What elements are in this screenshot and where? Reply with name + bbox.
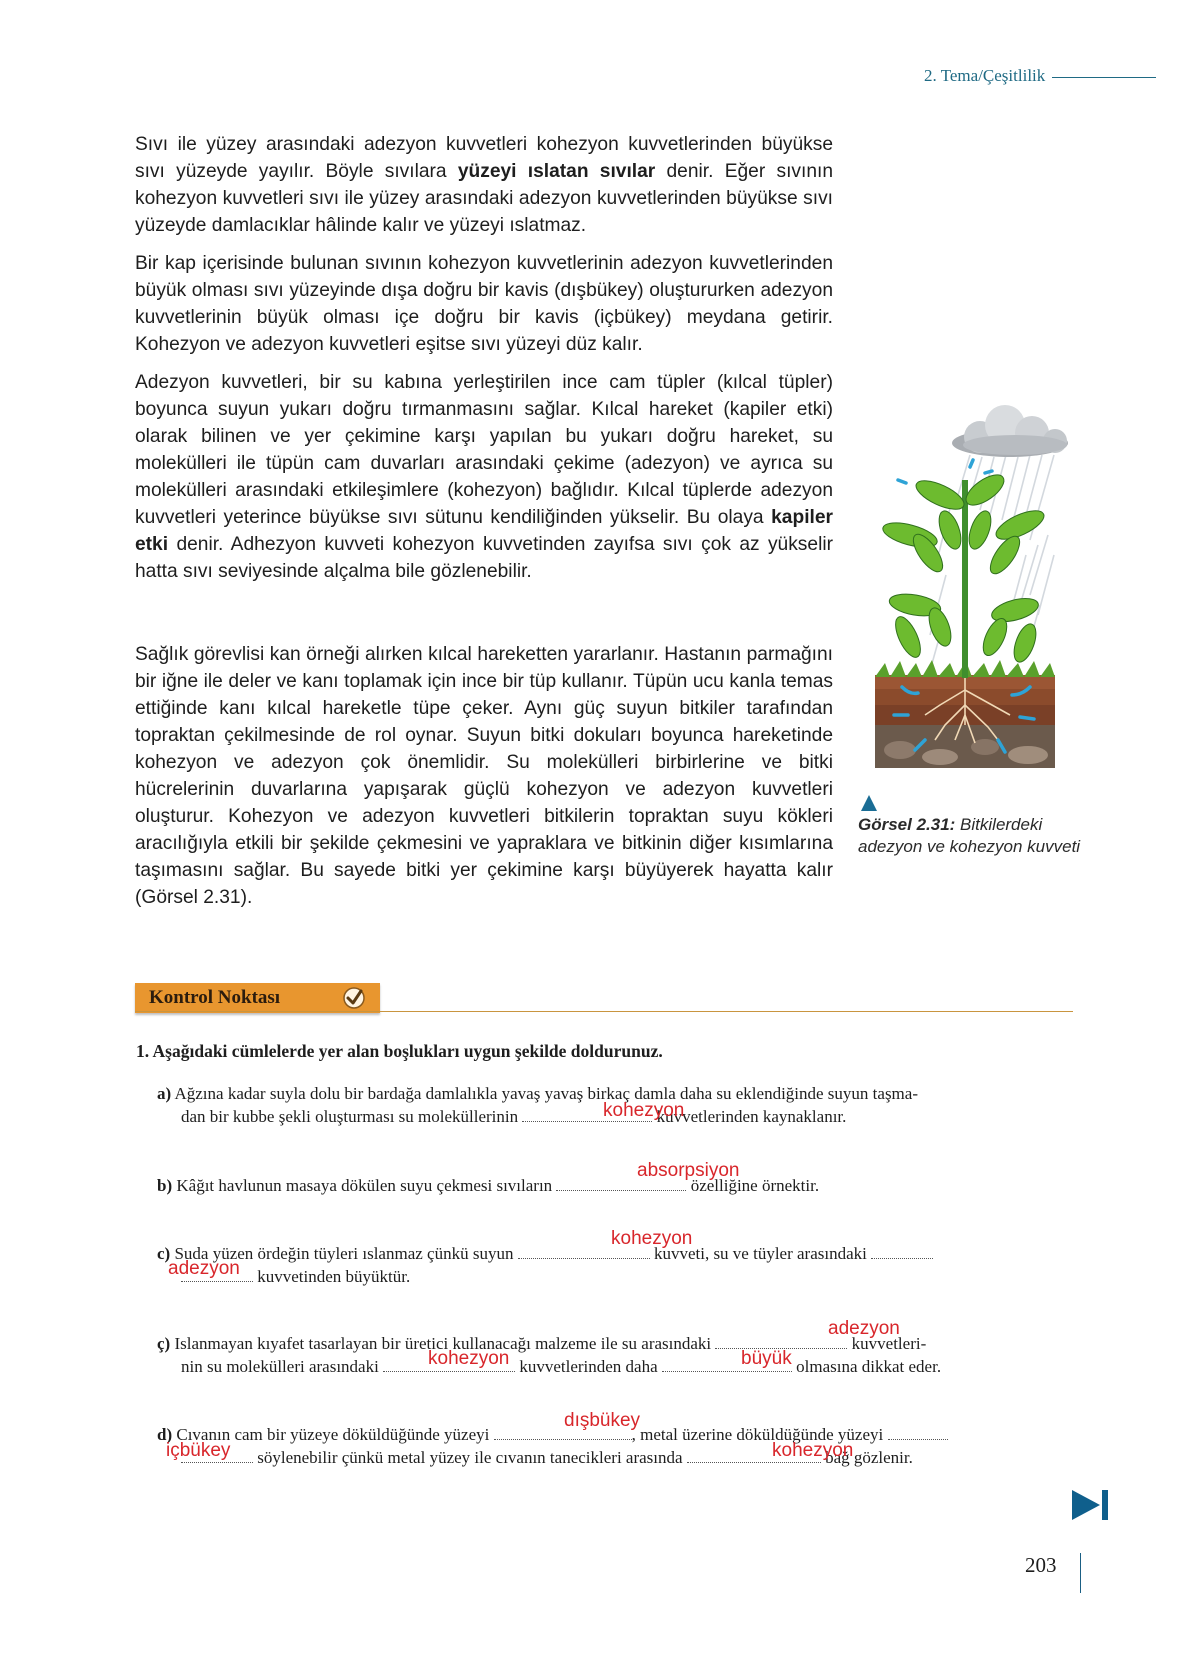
text: özelliğine örnektir.	[690, 1176, 820, 1195]
text: Adezyon kuvvetleri, bir su kabına yerleştirilen ince cam tüpler (kılcal tüpler) boyunca suyun yukarı doğru tırmanmasını sağlar. Kılcal hareket (kapiler etki) olarak bilinen ve yer çekimine karşı yapılan bu yukarı doğru hareket, su molekülleri ile tüpün cam duvarları arasındaki çekime (adezyon) ve ayrıca su molekülleri arasındaki etkileşimlere (kohezyon) bağlıdır. Kılcal tüplerde adezyon kuvvetleri yeterince büyükse sıvı sütunu kendiliğinden yükselir. Bu olaya	[135, 372, 833, 528]
bold-term: kapiler etki	[135, 507, 833, 555]
text: Ağzına kadar suyla dolu bir bardağa damlalıkla yavaş yavaş birkaç damla daha su eklendiğinde suyun taşma-	[174, 1084, 918, 1103]
section-title: 2. Tema/Çeşitlilik	[924, 66, 1046, 85]
text: Sıvı ile yüzey arasındaki adezyon kuvvetleri kohezyon kuvvetlerinden büyükse sıvı yüzeyde yayılır. Böyle sıvılara	[135, 134, 833, 182]
text: Cıvanın cam bir yüzeye döküldüğünde yüzeyi	[176, 1425, 490, 1444]
paragraph-wetting-liquids	[135, 131, 833, 239]
handwritten-answer: kohezyon	[428, 1348, 510, 1369]
text: Suda yüzen ördeğin tüyleri ıslanmaz çünkü suyun	[174, 1244, 514, 1263]
text: denir. Eğer sıvının kohezyon kuvvetleri sıvı ile yüzey arasındaki adezyon kuvvetlerinden büyükse sıvı yüzeyde damlacıklar hâlinde kalır ve yüzeyi ıslatmaz.	[135, 161, 833, 236]
text: Islanmayan kıyafet tasarlayan bir üretici kullanacağı malzeme ile su arasındaki	[174, 1334, 712, 1353]
page-number-rule	[1080, 1553, 1081, 1593]
handwritten-answer: içbükey	[166, 1440, 231, 1461]
checkmark-badge-icon	[342, 986, 366, 1010]
handwritten-answer: kohezyon	[772, 1440, 854, 1461]
caption-label: Görsel 2.31:	[858, 815, 956, 834]
skip-next-icon[interactable]	[1072, 1490, 1110, 1522]
question-cc-line2	[181, 1357, 941, 1377]
text: kuvvetinden büyüktür.	[257, 1267, 411, 1286]
handwritten-answer: adezyon	[168, 1258, 240, 1279]
text: kuvvetleri-	[851, 1334, 927, 1353]
answer-blank[interactable]	[888, 1425, 948, 1440]
text: söylenebilir çünkü metal yüzey ile cıvanın tanecikleri arasında	[257, 1448, 683, 1467]
item-letter: b)	[157, 1176, 173, 1195]
header-rule	[1052, 77, 1156, 78]
handwritten-answer: absorpsiyon	[637, 1160, 740, 1181]
question-a-line1	[157, 1084, 918, 1104]
running-header	[924, 66, 1156, 86]
figure-caption	[858, 814, 1088, 858]
plant-rain-illustration	[870, 405, 1070, 770]
handwritten-answer: kohezyon	[611, 1228, 693, 1249]
question-cc-line1	[157, 1334, 926, 1354]
text: denir. Adhezyon kuvveti kohezyon kuvvetinden zayıfsa sıvı çok az yükselir hatta sıvı seviyesinde alçalma bile gözlenebilir.	[135, 534, 833, 582]
text: nin su molekülleri arasındaki	[181, 1357, 379, 1376]
text: Kâğıt havlunun masaya dökülen suyu çekmesi sıvıların	[176, 1176, 553, 1195]
item-letter: c)	[157, 1244, 171, 1263]
paragraph-meniscus: Bir kap içerisinde bulunan sıvının kohezyon kuvvetlerinin adezyon kuvvetlerinden büyük olması sıvı yüzeyinde dışa doğru bir kavis (dışbükey) oluştururken adezyon kuvvetlerinin büyük olması içe doğru bir kavis (içbükey) meydana getirir. Kohezyon ve adezyon kuvvetleri eşitse sıvı yüzeyi düz kalır.	[135, 253, 833, 355]
text: dan bir kubbe şekli oluşturması su moleküllerinin	[181, 1107, 519, 1126]
bold-term: yüzeyi ıslatan sıvılar	[457, 161, 656, 182]
text: bağ gözlenir.	[825, 1448, 913, 1467]
item-letter: ç)	[157, 1334, 171, 1353]
kontrol-noktasi-banner	[135, 983, 380, 1013]
item-letter: a)	[157, 1084, 172, 1103]
question-title: 1. Aşağıdaki cümlelerde yer alan boşlukları uygun şekilde doldurunuz.	[136, 1041, 663, 1061]
kontrol-title: Kontrol Noktası	[149, 987, 281, 1008]
text: olmasına dikkat eder.	[796, 1357, 942, 1376]
caption-triangle-icon	[861, 795, 877, 811]
text: kuvveti, su ve tüyler arasındaki	[653, 1244, 867, 1263]
stem-icon	[962, 480, 968, 678]
kontrol-divider	[135, 1011, 1073, 1012]
page-number: 203	[1025, 1553, 1057, 1577]
text: kuvvetlerinden daha	[519, 1357, 658, 1376]
handwritten-answer: büyük	[741, 1348, 792, 1369]
handwritten-answer: dışbükey	[564, 1410, 641, 1431]
paragraph-blood-and-plants: Sağlık görevlisi kan örneği alırken kılcal hareketten yararlanır. Hastanın parmağını bir iğne ile deler ve kanı toplamak için ince bir tüp kullanır. Tüpün ucu kanla temas ettiğinde kanı kılcal hareketle tüpe çeker. Aynı güç suyun bitkiler tarafından topraktan çekilmesinde de rol oynar. Suyun bitki dokuları boyunca hareketinde kohezyon ve adezyon çok önemlidir. Su molekülleri birbirlerine ve bitki hücrelerinin duvarlarına yapışarak güçlü kohezyon ve adezyon kuvvetleri oluşturur. Kohezyon ve adezyon kuvvetleri bitkilerin topraktan suyu kökleri aracılığıyla etkili bir şekilde çekmesini ve yapraklara ve bitkinin diğer kısımlarına taşımasını sağlar. Bu sayede bitki yer çekimine karşı büyüyerek hayatta kalır (Görsel 2.31).	[135, 644, 833, 908]
text: kuvvetlerinden kaynaklanır.	[656, 1107, 847, 1126]
paragraph-capillary-action	[135, 369, 833, 585]
question-a-line2	[181, 1107, 846, 1127]
answer-blank[interactable]	[871, 1244, 933, 1259]
question-c-line1	[157, 1244, 933, 1264]
cloud-icon	[952, 405, 1068, 457]
handwritten-answer: kohezyon	[603, 1100, 685, 1121]
item-letter: d)	[157, 1425, 173, 1444]
text: , metal üzerine döküldüğünde yüzeyi	[631, 1425, 884, 1444]
handwritten-answer: adezyon	[828, 1318, 900, 1339]
caption-text: Bitkilerdeki adezyon ve kohezyon kuvveti	[858, 815, 1081, 856]
